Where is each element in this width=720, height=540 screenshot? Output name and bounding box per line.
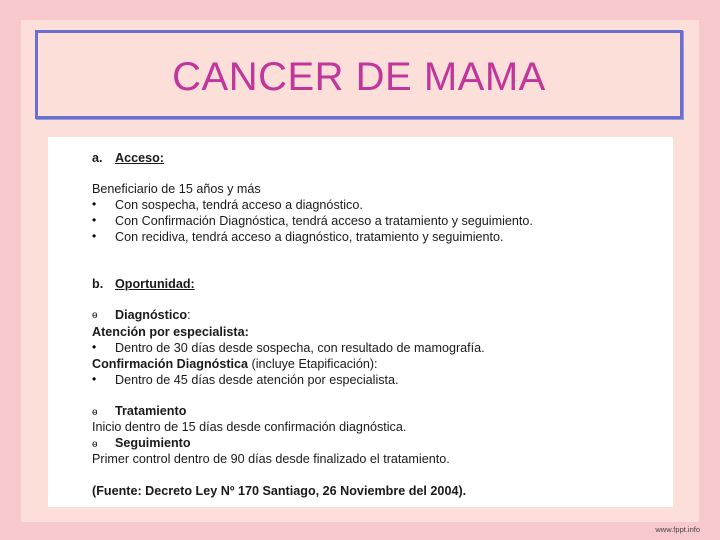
bullet-text: Con Confirmación Diagnóstica, tendrá acceso a tratamiento y seguimiento.: [115, 214, 533, 228]
bullet-icon: •: [92, 372, 97, 386]
bullet-text: Con recidiva, tendrá acceso a diagnóstico, tratamiento y seguimiento.: [115, 230, 504, 244]
bullet-text: Dentro de 30 días desde sospecha, con resultado de mamografía.: [115, 341, 485, 355]
beneficiario-text: Beneficiario de 15 años y más: [92, 182, 261, 196]
tratamiento-heading: Tratamiento: [115, 404, 187, 418]
primer-control-text: Primer control dentro de 90 días desde finalizado el tratamiento.: [92, 452, 450, 466]
marker-icon: ɵ: [92, 310, 98, 321]
confirmacion-label: Confirmación Diagnóstica: [92, 357, 249, 371]
title-box: [35, 30, 683, 119]
document-image: [48, 137, 673, 507]
inicio-text: Inicio dentro de 15 días desde confirmación diagnóstica.: [92, 420, 407, 434]
diagnostico-heading: [115, 308, 191, 322]
bullet-icon: •: [92, 197, 97, 211]
bullet-text: Dentro de 45 días desde atención por especialista.: [115, 373, 399, 387]
marker-icon: ɵ: [92, 439, 98, 450]
watermark: www.fppt.info: [655, 525, 700, 534]
confirmacion-heading: [92, 357, 378, 371]
section-b-title: Oportunidad:: [115, 277, 195, 291]
slide-title: CANCER DE MAMA: [172, 55, 546, 99]
bullet-icon: •: [92, 340, 97, 354]
marker-icon: ɵ: [92, 407, 98, 418]
section-a-title: Acceso:: [115, 151, 164, 165]
fuente-text: (Fuente: Decreto Ley Nº 170 Santiago, 26 Noviembre del 2004).: [92, 484, 467, 498]
section-b-label: b.: [92, 277, 104, 291]
bullet-text: Con sospecha, tendrá acceso a diagnóstico.: [115, 198, 363, 212]
section-a-label: a.: [92, 151, 103, 165]
diagnostico-label: Diagnóstico: [115, 308, 188, 322]
diagnostico-colon: :: [187, 308, 191, 322]
seguimiento-heading: Seguimiento: [115, 436, 191, 450]
bullet-icon: •: [92, 229, 97, 243]
confirmacion-rest: (incluye Etapificación):: [248, 357, 378, 371]
atencion-heading: Atención por especialista:: [92, 325, 249, 339]
bullet-icon: •: [92, 213, 97, 227]
